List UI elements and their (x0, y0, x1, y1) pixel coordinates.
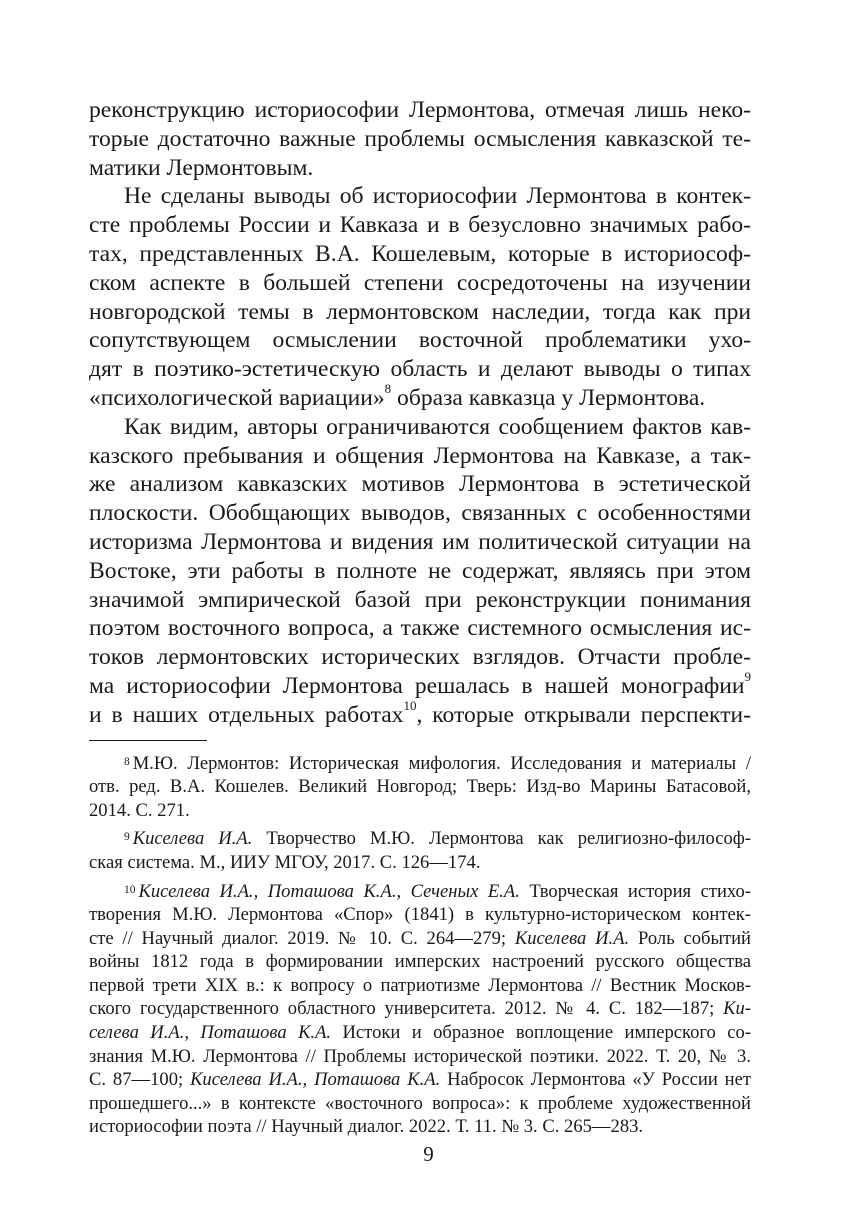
text-line (89, 668, 751, 701)
text-line: тах, представленных В.А. Кошелевым, которые в историософ- (89, 240, 751, 267)
footnote-line (89, 1068, 751, 1092)
text-line: же анализом кавказских мотивов Лермонтова в эстетической (89, 471, 751, 498)
text-fragment: М.Ю. Лермонтов: Историческая мифология. Исследования и материалы / (132, 752, 751, 774)
text-line: сте проблемы России и Кавказа и в безусловно значимых рабо- (89, 212, 751, 239)
footnote-ref-8[interactable]: 8 (384, 380, 392, 396)
footnote-line: 2014. С. 271. (89, 799, 190, 821)
text-fragment: «психологической вариации» (89, 384, 385, 411)
footnote-divider (89, 740, 207, 741)
text-fragment: Набросок Лермонтова «У России нет (440, 1069, 752, 1091)
text-line: плоскости. Обобщающих выводов, связанных с особенностями (89, 500, 751, 527)
footnote-number: 8 (124, 755, 130, 768)
footnote-line: отв. ред. В.А. Кошелев. Великий Новгород; Тверь: Изд-во Марины Батасовой, (89, 776, 751, 798)
author-name: Киселева И.А. (132, 828, 253, 850)
footnote-line (89, 827, 751, 851)
text-line: Не сделаны выводы об историософии Лермонтова в контек- (124, 183, 751, 210)
footnote-line: творения М.Ю. Лермонтова «Спор» (1841) в культурно-историческом контек- (89, 904, 751, 926)
text-line: казского пребывания и общения Лермонтова на Кавказе, а так- (89, 442, 751, 469)
paragraph-1 (89, 96, 751, 182)
footnote-line (89, 997, 751, 1021)
text-line: токов лермонтовских исторических взглядов. Отчасти пробле- (89, 644, 751, 671)
text-fragment: Творческая история стихо- (519, 880, 751, 902)
footnote-number: 9 (124, 831, 130, 844)
footnote-number: 10 (124, 883, 136, 896)
body-text (89, 96, 751, 730)
footnote-line: прошедшего...» в контексте «восточного вопроса»: к проблеме художественной (89, 1092, 751, 1114)
page-content (89, 96, 751, 1144)
footnote-10 (89, 880, 751, 1140)
author-name: Ки- (723, 998, 751, 1020)
text-fragment: Роль событий (629, 927, 751, 949)
footnotes (89, 752, 751, 1140)
footnote-line (89, 880, 751, 904)
footnote-line (89, 1021, 751, 1045)
text-fragment: Истоки и образное воплощение имперского со- (331, 1022, 751, 1044)
text-fragment: ма историософии Лермонтова решалась в нашей монографии (89, 672, 745, 699)
footnote-9 (89, 827, 751, 874)
text-line: Как видим, авторы ограничиваются сообщением фактов кав- (124, 413, 751, 440)
text-line: историзма Лермонтова и видения им политической ситуации на (89, 528, 751, 555)
text-fragment: С. 87—100; (89, 1069, 191, 1091)
text-line: новгородской темы в лермонтовском наследии, тогда как при (89, 298, 751, 325)
text-line: матики Лермонтовым. (89, 154, 314, 181)
text-line: реконструкцию историософии Лермонтова, отмечая лишь неко- (89, 97, 751, 123)
footnote-ref-10[interactable]: 10 (403, 697, 417, 713)
text-fragment: ского государственного областного университета. 2012. № 4. С. 182—187; (89, 998, 724, 1020)
footnote-line: войны 1812 года в формировании имперских настроений русского общества (89, 951, 751, 973)
text-line: дят в поэтико-эстетическую область и делают выводы о типах (89, 356, 751, 383)
footnote-8 (89, 752, 751, 823)
paragraph-2 (89, 182, 751, 412)
footnote-line: первой трети XIX в.: к вопросу о патриотизме Лермонтова // Вестник Москов- (89, 974, 751, 996)
text-fragment: Творчество М.Ю. Лермонтова как религиозно-философ- (252, 828, 751, 850)
text-line: сопутствующем осмыслении восточной проблематики ухо- (89, 327, 751, 354)
text-line: торые достаточно важные проблемы осмысления кавказской те- (89, 125, 751, 152)
author-name: Киселева И.А., Поташова К.А. (190, 1069, 441, 1091)
footnote-line: знания М.Ю. Лермонтова // Проблемы исторической поэтики. 2022. Т. 20, № 3. (89, 1045, 751, 1067)
text-fragment: и в наших отдельных работах (89, 701, 404, 728)
author-name: Киселева И.А., Поташова К.А., Сеченых Е.А. (138, 880, 520, 902)
text-line: Востоке, эти работы в полноте не содержат, являясь при этом (89, 557, 751, 584)
text-line: поэтом восточного вопроса, а также системного осмысления ис- (89, 615, 751, 642)
footnote-line (89, 752, 751, 776)
text-fragment: образа кавказца у Лермонтова. (391, 384, 706, 411)
text-fragment: , которые открывали перспекти- (416, 701, 751, 728)
author-name: селева И.А., Поташова К.А. (89, 1022, 332, 1044)
text-line (89, 380, 751, 413)
footnote-line: историософии поэта // Научный диалог. 2022. Т. 11. № 3. С. 265—283. (89, 1116, 644, 1138)
text-line: ском аспекте в большей степени сосредоточены на изучении (89, 269, 751, 296)
footnote-line: ская система. М., ИИУ МГОУ, 2017. С. 126—174. (89, 851, 481, 873)
footnote-line (89, 927, 751, 951)
paragraph-3 (89, 413, 751, 730)
author-name: Киселева И.А. (514, 927, 630, 949)
text-fragment: сте // Научный диалог. 2019. № 10. С. 264—279; (89, 927, 515, 949)
text-line (89, 697, 751, 730)
footnote-ref-9[interactable]: 9 (744, 668, 751, 684)
text-line: значимой эмпирической базой при реконструкции понимания (89, 586, 751, 613)
page-number: 9 (423, 1142, 434, 1166)
